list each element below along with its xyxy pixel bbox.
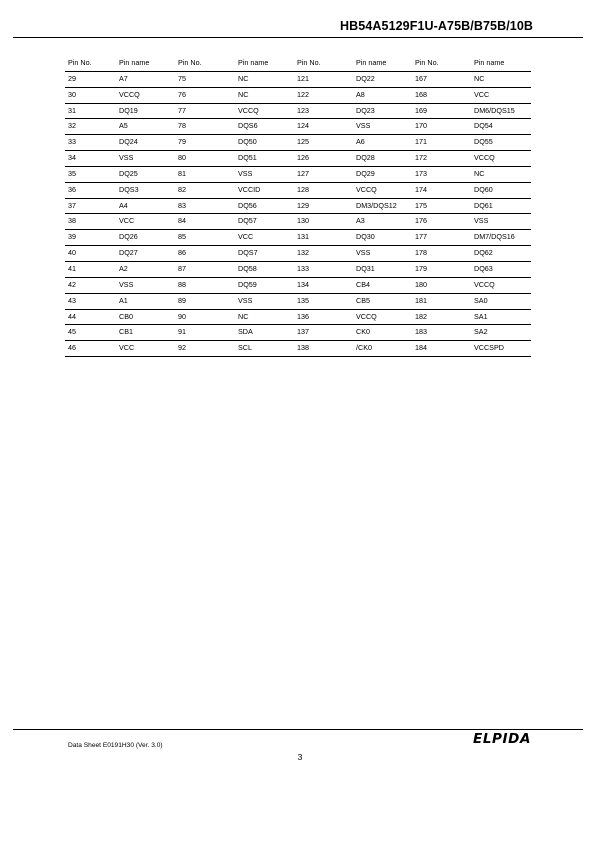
elpida-logo: ELPIDA [473,731,531,747]
pin-number-cell: 29 [65,71,116,87]
pin-number-cell: 136 [294,309,353,325]
pin-number-cell: 130 [294,214,353,230]
pin-number-cell: 46 [65,341,116,357]
pin-number-cell: 173 [412,166,471,182]
footer-divider [13,729,583,730]
table-row [65,230,531,246]
pin-number-cell: 80 [175,151,235,167]
pin-number-cell: 40 [65,246,116,262]
pin-name-cell: NC [235,309,294,325]
table-row [65,151,531,167]
pin-name-cell: VCCQ [235,103,294,119]
pin-number-cell: 75 [175,71,235,87]
pin-number-cell: 88 [175,277,235,293]
pin-name-cell: VCCQ [116,87,175,103]
pin-name-cell: SCL [235,341,294,357]
pin-number-cell: 168 [412,87,471,103]
pin-name-cell: DQ24 [116,135,175,151]
pin-number-cell: 92 [175,341,235,357]
pin-name-cell: CK0 [353,325,412,341]
pin-name-cell: NC [235,71,294,87]
pin-number-cell: 178 [412,246,471,262]
pin-number-cell: 41 [65,261,116,277]
pin-number-cell: 169 [412,103,471,119]
pin-name-cell: VCCQ [353,309,412,325]
pin-number-cell: 91 [175,325,235,341]
pin-name-cell: DQ61 [471,198,531,214]
pin-number-cell: 175 [412,198,471,214]
header-divider [13,37,583,38]
pin-table [65,56,531,357]
pin-number-cell: 84 [175,214,235,230]
pin-number-cell: 137 [294,325,353,341]
pin-number-cell: 42 [65,277,116,293]
table-row [65,119,531,135]
pin-name-cell: DM6/DQS15 [471,103,531,119]
pin-name-cell: DQ25 [116,166,175,182]
pin-number-cell: 183 [412,325,471,341]
pin-name-cell: SA2 [471,325,531,341]
pin-number-cell: 176 [412,214,471,230]
pin-name-cell: DQ57 [235,214,294,230]
pin-number-cell: 133 [294,261,353,277]
pin-number-cell: 167 [412,71,471,87]
column-header-pin-name: Pin name [235,56,294,71]
pin-name-cell: A6 [353,135,412,151]
table-row [65,71,531,87]
pin-number-cell: 129 [294,198,353,214]
pin-number-cell: 43 [65,293,116,309]
pin-name-cell: SA1 [471,309,531,325]
pin-number-cell: 31 [65,103,116,119]
pin-name-cell: DQ23 [353,103,412,119]
column-header-pin-name: Pin name [471,56,531,71]
pin-number-cell: 44 [65,309,116,325]
pin-name-cell: CB1 [116,325,175,341]
pin-number-cell: 38 [65,214,116,230]
pin-number-cell: 138 [294,341,353,357]
table-header-row [65,56,531,71]
pin-number-cell: 170 [412,119,471,135]
table-row [65,198,531,214]
table-row [65,87,531,103]
pin-number-cell: 36 [65,182,116,198]
pin-number-cell: 32 [65,119,116,135]
pin-number-cell: 35 [65,166,116,182]
column-header-pin-no: Pin No. [65,56,116,71]
pin-name-cell: A5 [116,119,175,135]
pin-name-cell: VCC [116,214,175,230]
pin-name-cell: DQ27 [116,246,175,262]
pin-number-cell: 171 [412,135,471,151]
table-row [65,309,531,325]
pin-number-cell: 179 [412,261,471,277]
pin-name-cell: DQ56 [235,198,294,214]
pin-name-cell: CB5 [353,293,412,309]
pin-name-cell: DQS7 [235,246,294,262]
pin-name-cell: VSS [116,277,175,293]
pin-name-cell: DQ50 [235,135,294,151]
table-row [65,166,531,182]
pin-number-cell: 33 [65,135,116,151]
table-row [65,182,531,198]
pin-name-cell: A1 [116,293,175,309]
pin-number-cell: 180 [412,277,471,293]
pin-number-cell: 30 [65,87,116,103]
pin-name-cell: VSS [116,151,175,167]
pin-name-cell: SDA [235,325,294,341]
footer-document-id: Data Sheet E0191H30 (Ver. 3.0) [68,742,163,749]
pin-name-cell: NC [471,166,531,182]
pin-number-cell: 134 [294,277,353,293]
pin-name-cell: VCC [471,87,531,103]
table-row [65,261,531,277]
pin-number-cell: 126 [294,151,353,167]
pin-name-cell: DQ62 [471,246,531,262]
table-row [65,103,531,119]
pin-name-cell: DQ55 [471,135,531,151]
pin-number-cell: 77 [175,103,235,119]
pin-name-cell: DQ58 [235,261,294,277]
pin-name-cell: DQ30 [353,230,412,246]
pin-number-cell: 76 [175,87,235,103]
pin-name-cell: VSS [353,246,412,262]
pin-name-cell: DQS6 [235,119,294,135]
pin-number-cell: 90 [175,309,235,325]
pin-name-cell: DM7/DQS16 [471,230,531,246]
pin-name-cell: VSS [353,119,412,135]
column-header-pin-no: Pin No. [175,56,235,71]
pin-name-cell: VCCQ [353,182,412,198]
pin-name-cell: NC [471,71,531,87]
pin-name-cell: A4 [116,198,175,214]
pin-number-cell: 87 [175,261,235,277]
pin-name-cell: DQ29 [353,166,412,182]
pin-number-cell: 85 [175,230,235,246]
pin-number-cell: 37 [65,198,116,214]
pin-name-cell: DQ26 [116,230,175,246]
table-row [65,293,531,309]
pin-number-cell: 135 [294,293,353,309]
pin-name-cell: CB0 [116,309,175,325]
pin-number-cell: 174 [412,182,471,198]
pin-name-cell: NC [235,87,294,103]
pin-number-cell: 39 [65,230,116,246]
pin-name-cell: SA0 [471,293,531,309]
pin-name-cell: /CK0 [353,341,412,357]
table-row [65,325,531,341]
pin-name-cell: VSS [471,214,531,230]
pin-number-cell: 181 [412,293,471,309]
pin-number-cell: 79 [175,135,235,151]
pin-number-cell: 121 [294,71,353,87]
table-row [65,246,531,262]
pin-name-cell: VCCQ [471,277,531,293]
pin-name-cell: A8 [353,87,412,103]
pin-number-cell: 125 [294,135,353,151]
pin-number-cell: 128 [294,182,353,198]
pin-number-cell: 82 [175,182,235,198]
pin-name-cell: A7 [116,71,175,87]
pin-name-cell: DM3/DQS12 [353,198,412,214]
pin-name-cell: VCC [235,230,294,246]
pin-name-cell: DQS3 [116,182,175,198]
pin-number-cell: 122 [294,87,353,103]
table-row [65,277,531,293]
pin-number-cell: 177 [412,230,471,246]
pin-name-cell: DQ63 [471,261,531,277]
pin-number-cell: 172 [412,151,471,167]
document-title: HB54A5129F1U-A75B/B75B/10B [340,19,533,33]
pin-name-cell: A2 [116,261,175,277]
pin-name-cell: VCCSPD [471,341,531,357]
pin-name-cell: DQ59 [235,277,294,293]
pin-name-cell: VCC [116,341,175,357]
pin-name-cell: VSS [235,166,294,182]
pin-name-cell: DQ54 [471,119,531,135]
pin-name-cell: A3 [353,214,412,230]
pin-number-cell: 45 [65,325,116,341]
table-row [65,135,531,151]
pin-name-cell: DQ22 [353,71,412,87]
table-row [65,214,531,230]
column-header-pin-name: Pin name [116,56,175,71]
pin-name-cell: DQ19 [116,103,175,119]
column-header-pin-no: Pin No. [412,56,471,71]
pin-name-cell: DQ60 [471,182,531,198]
pin-number-cell: 127 [294,166,353,182]
pin-table-header [65,56,531,71]
pin-number-cell: 86 [175,246,235,262]
page-number: 3 [297,752,303,762]
pin-name-cell: DQ31 [353,261,412,277]
pin-number-cell: 83 [175,198,235,214]
pin-name-cell: VCCID [235,182,294,198]
pin-name-cell: CB4 [353,277,412,293]
column-header-pin-name: Pin name [353,56,412,71]
column-header-pin-no: Pin No. [294,56,353,71]
pin-name-cell: VCCQ [471,151,531,167]
pin-number-cell: 132 [294,246,353,262]
pin-number-cell: 124 [294,119,353,135]
pin-name-cell: DQ28 [353,151,412,167]
pin-number-cell: 81 [175,166,235,182]
pin-number-cell: 182 [412,309,471,325]
pin-name-cell: VSS [235,293,294,309]
table-row [65,341,531,357]
pin-number-cell: 89 [175,293,235,309]
pin-number-cell: 78 [175,119,235,135]
pin-table-body [65,71,531,356]
pin-number-cell: 123 [294,103,353,119]
pin-number-cell: 131 [294,230,353,246]
pin-name-cell: DQ51 [235,151,294,167]
pin-number-cell: 184 [412,341,471,357]
pin-number-cell: 34 [65,151,116,167]
